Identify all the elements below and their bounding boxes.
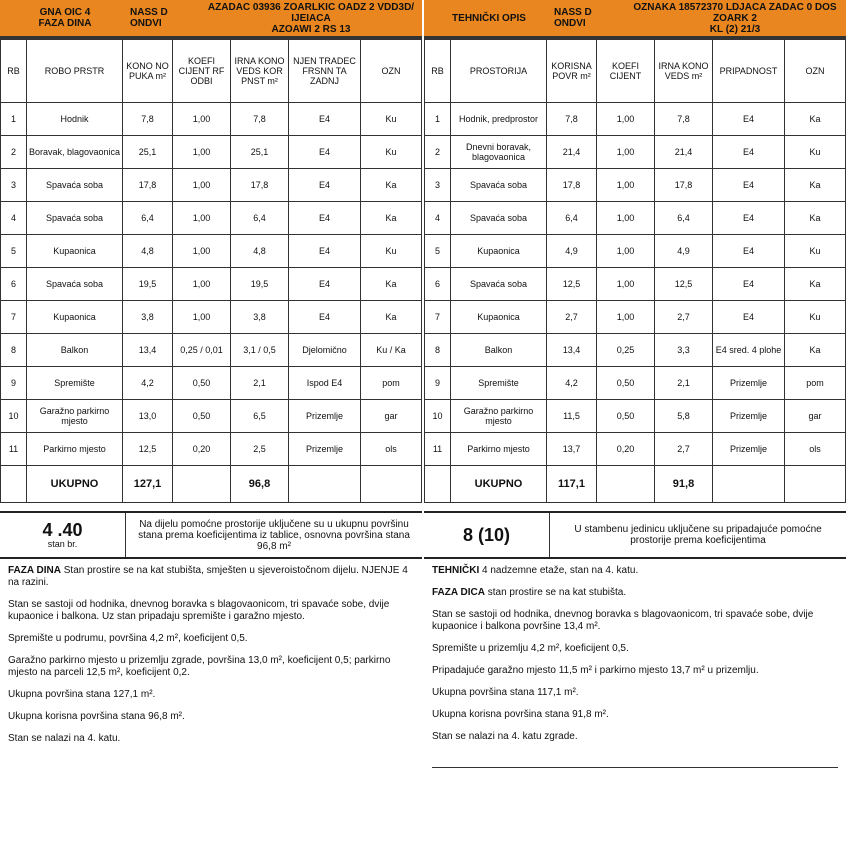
table-cell: 1,00 bbox=[173, 169, 231, 202]
table-cell: 5,8 bbox=[655, 400, 713, 433]
table-cell: 7 bbox=[1, 301, 27, 334]
table-cell: 7,8 bbox=[655, 103, 713, 136]
table-cell: Ku bbox=[785, 235, 846, 268]
table-cell: E4 bbox=[289, 268, 361, 301]
summary-number-box bbox=[0, 513, 126, 557]
sum-label: UKUPNO bbox=[451, 466, 547, 503]
table-cell: 11,5 bbox=[547, 400, 597, 433]
note-paragraph bbox=[432, 587, 838, 599]
note-paragraph bbox=[8, 599, 414, 623]
table-cell: 19,5 bbox=[231, 268, 289, 301]
note-text: Pripadajuće garažno mjesto 11,5 m² i parkirno mjesto 13,7 m² u prizemlju. bbox=[432, 665, 759, 676]
table-cell: 17,8 bbox=[123, 169, 173, 202]
summary-text: U stambenu jedinicu uključene su pripadajuće pomoćne prostorije prema koeficijentima bbox=[574, 524, 822, 546]
table-cell: gar bbox=[361, 400, 422, 433]
table-cell: 1,00 bbox=[173, 235, 231, 268]
table-cell: Balkon bbox=[451, 334, 547, 367]
header-label: GNA OIC 4 bbox=[39, 7, 91, 18]
table-cell: E4 bbox=[289, 301, 361, 334]
note-paragraph bbox=[8, 733, 414, 745]
table-cell: 9 bbox=[1, 367, 27, 400]
table-cell: 11 bbox=[1, 433, 27, 466]
table-cell: 4,2 bbox=[123, 367, 173, 400]
table-cell: 7,8 bbox=[547, 103, 597, 136]
table-cell: Parkirno mjesto bbox=[27, 433, 123, 466]
sum-area: 117,1 bbox=[547, 466, 597, 503]
table-cell: E4 bbox=[289, 235, 361, 268]
table-cell: 0,50 bbox=[597, 367, 655, 400]
table-row bbox=[425, 301, 846, 334]
table-row bbox=[1, 169, 422, 202]
table-cell: E4 bbox=[713, 235, 785, 268]
divider bbox=[432, 767, 838, 768]
summary-text: Na dijelu pomoćne prostorije uključene su u ukupnu površinu stana prema koeficijentima iz tablice, osnovna površina stana 96,8 m² bbox=[138, 518, 410, 552]
table-cell: 0,50 bbox=[597, 400, 655, 433]
table-cell: 0,20 bbox=[597, 433, 655, 466]
table-row bbox=[1, 268, 422, 301]
description-notes bbox=[424, 559, 846, 759]
note-text: Stan se sastoji od hodnika, dnevnog boravka s blagovaonicom, tri spavaće sobe, dvije kupaonice i balkona površine 13,4 m². bbox=[432, 609, 814, 632]
header-subtitle: KL (2) 21/3 bbox=[709, 23, 761, 35]
table-cell: Hodnik, predprostor bbox=[451, 103, 547, 136]
table-cell: 12,5 bbox=[547, 268, 597, 301]
column-header: KONO NO PUKA m² bbox=[123, 40, 173, 103]
table-cell: 2,5 bbox=[231, 433, 289, 466]
left-sheet bbox=[0, 0, 422, 863]
table-cell: 21,4 bbox=[547, 136, 597, 169]
note-text: Stan se sastoji od hodnika, dnevnog boravka s blagovaonicom, tri spavaće sobe, dvije kupaonice i balkona. Uz stan pripadaju spremište i garažno mjesto. bbox=[8, 599, 390, 622]
column-header: ROBO PRSTR bbox=[27, 40, 123, 103]
table-cell: 5 bbox=[425, 235, 451, 268]
table-sum-row bbox=[425, 466, 846, 503]
table-cell: 6,5 bbox=[231, 400, 289, 433]
table-cell: Prizemlje bbox=[713, 367, 785, 400]
table-cell: 0,25 bbox=[597, 334, 655, 367]
sheet-header bbox=[0, 0, 422, 39]
note-title: TEHNIČKI bbox=[432, 565, 480, 576]
table-cell: 6 bbox=[1, 268, 27, 301]
header-subtitle: AZOAWI 2 RS 13 bbox=[271, 23, 351, 35]
table-cell: E4 bbox=[289, 103, 361, 136]
table-cell: Ka bbox=[361, 202, 422, 235]
table-cell: pom bbox=[785, 367, 846, 400]
table-cell: Spavaća soba bbox=[27, 268, 123, 301]
table-cell: 25,1 bbox=[231, 136, 289, 169]
table-body bbox=[1, 103, 422, 466]
table-cell: 25,1 bbox=[123, 136, 173, 169]
note-title: FAZA DICA bbox=[432, 587, 485, 598]
table-cell: 19,5 bbox=[123, 268, 173, 301]
table-row bbox=[1, 334, 422, 367]
table-cell: 4 bbox=[1, 202, 27, 235]
table-cell: Dnevni boravak, blagovaonica bbox=[451, 136, 547, 169]
summary-number: 4 .40 bbox=[42, 520, 83, 540]
table-cell: Hodnik bbox=[27, 103, 123, 136]
table-cell: 2 bbox=[425, 136, 451, 169]
note-text: Spremište u prizemlju 4,2 m², koeficijent 0,5. bbox=[432, 643, 629, 654]
column-header: IRNA KONO VEDS KOR PNST m² bbox=[231, 40, 289, 103]
table-cell: 2,7 bbox=[655, 301, 713, 334]
table-cell: Boravak, blagovaonica bbox=[27, 136, 123, 169]
table-cell: Garažno parkirno mjesto bbox=[451, 400, 547, 433]
table-cell: 1,00 bbox=[597, 235, 655, 268]
table-cell: 4,9 bbox=[547, 235, 597, 268]
table-row bbox=[1, 235, 422, 268]
table-cell: 2,7 bbox=[547, 301, 597, 334]
table-row bbox=[1, 202, 422, 235]
table-cell: Ispod E4 bbox=[289, 367, 361, 400]
table-cell: Ka bbox=[361, 268, 422, 301]
table-cell: 1,00 bbox=[597, 136, 655, 169]
table-cell: Ku bbox=[361, 103, 422, 136]
table-row bbox=[425, 103, 846, 136]
table-cell: Ku / Ka bbox=[361, 334, 422, 367]
table-cell: Prizemlje bbox=[713, 400, 785, 433]
table-cell: Spavaća soba bbox=[451, 202, 547, 235]
right-sheet bbox=[424, 0, 846, 863]
table-cell: 3,1 / 0,5 bbox=[231, 334, 289, 367]
table-cell: 1,00 bbox=[173, 268, 231, 301]
table-cell: E4 bbox=[713, 169, 785, 202]
note-text: 4 nadzemne etaže, stan na 4. katu. bbox=[479, 565, 639, 576]
table-row bbox=[425, 202, 846, 235]
description-notes bbox=[0, 559, 422, 761]
column-header: PROSTORIJA bbox=[451, 40, 547, 103]
header-mid-block bbox=[130, 0, 200, 36]
table-cell: 10 bbox=[1, 400, 27, 433]
table-cell: Ku bbox=[785, 301, 846, 334]
table-cell: ols bbox=[785, 433, 846, 466]
table-cell: E4 bbox=[289, 169, 361, 202]
table-cell: E4 bbox=[289, 136, 361, 169]
table-cell: 17,8 bbox=[547, 169, 597, 202]
table-cell: Ka bbox=[785, 202, 846, 235]
note-paragraph bbox=[432, 709, 838, 721]
note-paragraph bbox=[8, 633, 414, 645]
summary-bar bbox=[0, 511, 422, 559]
note-paragraph bbox=[432, 643, 838, 655]
table-cell: 1,00 bbox=[173, 202, 231, 235]
table-cell: 6,4 bbox=[123, 202, 173, 235]
table-cell: 9 bbox=[425, 367, 451, 400]
table-header-row bbox=[1, 40, 422, 103]
table-cell: 13,4 bbox=[123, 334, 173, 367]
table-cell: 2,1 bbox=[655, 367, 713, 400]
table-cell: 4,2 bbox=[547, 367, 597, 400]
note-title: FAZA DINA bbox=[8, 565, 61, 576]
table-cell: E4 bbox=[713, 202, 785, 235]
table-cell: Spremište bbox=[451, 367, 547, 400]
table-cell: Ka bbox=[785, 169, 846, 202]
table-cell: 0,20 bbox=[173, 433, 231, 466]
table-cell: Prizemlje bbox=[289, 433, 361, 466]
table-cell: Prizemlje bbox=[713, 433, 785, 466]
table-row bbox=[1, 367, 422, 400]
note-paragraph bbox=[432, 687, 838, 699]
table-cell: 13,7 bbox=[547, 433, 597, 466]
note-paragraph bbox=[8, 565, 414, 589]
column-header: RB bbox=[425, 40, 451, 103]
table-cell: E4 bbox=[713, 268, 785, 301]
table-cell: 3,8 bbox=[123, 301, 173, 334]
table-cell: 3,3 bbox=[655, 334, 713, 367]
column-header: KOEFI CIJENT bbox=[597, 40, 655, 103]
table-cell: 4,8 bbox=[231, 235, 289, 268]
area-table bbox=[0, 39, 422, 503]
note-paragraph bbox=[8, 711, 414, 723]
header-mid-block bbox=[554, 0, 624, 36]
note-paragraph bbox=[432, 665, 838, 677]
table-cell: Kupaonica bbox=[27, 235, 123, 268]
table-cell: 1,00 bbox=[597, 202, 655, 235]
table-row bbox=[425, 136, 846, 169]
header-label: NASS D ONDVI bbox=[130, 7, 168, 29]
table-cell: Djelomično bbox=[289, 334, 361, 367]
header-title-block bbox=[200, 0, 422, 36]
table-cell: 5 bbox=[1, 235, 27, 268]
table-row bbox=[425, 433, 846, 466]
table-cell: 11 bbox=[425, 433, 451, 466]
table-cell: Kupaonica bbox=[451, 235, 547, 268]
table-cell: E4 sred. 4 plohe bbox=[713, 334, 785, 367]
note-text: Stan prostire se na kat stubišta, smješten u sjeveroistočnom dijelu. NJENJE 4 na razini. bbox=[8, 565, 408, 588]
note-paragraph bbox=[432, 609, 838, 633]
summary-caption: stan br. bbox=[47, 539, 78, 549]
column-header: IRNA KONO VEDS m² bbox=[655, 40, 713, 103]
table-cell: 10 bbox=[425, 400, 451, 433]
sum-area: 127,1 bbox=[123, 466, 173, 503]
table-cell: Ka bbox=[361, 301, 422, 334]
table-cell: 12,5 bbox=[123, 433, 173, 466]
column-header: NJEN TRADEC FRSNN TA ZADNJ bbox=[289, 40, 361, 103]
table-cell: 4,9 bbox=[655, 235, 713, 268]
table-cell: 2 bbox=[1, 136, 27, 169]
sum-net: 91,8 bbox=[655, 466, 713, 503]
table-cell: ols bbox=[361, 433, 422, 466]
table-cell: 2,7 bbox=[655, 433, 713, 466]
table-cell: Spavaća soba bbox=[27, 202, 123, 235]
table-cell: Prizemlje bbox=[289, 400, 361, 433]
table-cell: 12,5 bbox=[655, 268, 713, 301]
table-cell: gar bbox=[785, 400, 846, 433]
note-text: Ukupna korisna površina stana 96,8 m². bbox=[8, 711, 185, 722]
table-cell: pom bbox=[361, 367, 422, 400]
table-cell: 6,4 bbox=[231, 202, 289, 235]
table-cell: Ka bbox=[785, 268, 846, 301]
table-cell: 0,25 / 0,01 bbox=[173, 334, 231, 367]
header-left-block bbox=[424, 0, 554, 36]
table-cell: E4 bbox=[289, 202, 361, 235]
table-cell: 4 bbox=[425, 202, 451, 235]
table-cell: Parkirno mjesto bbox=[451, 433, 547, 466]
table-cell: 3,8 bbox=[231, 301, 289, 334]
header-left-block bbox=[0, 0, 130, 36]
summary-number: 8 (10) bbox=[462, 525, 511, 545]
table-cell: 4,8 bbox=[123, 235, 173, 268]
table-cell: 17,8 bbox=[231, 169, 289, 202]
table-body bbox=[425, 103, 846, 466]
table-cell: Kupaonica bbox=[451, 301, 547, 334]
column-header: PRIPADNOST bbox=[713, 40, 785, 103]
column-header: RB bbox=[1, 40, 27, 103]
table-row bbox=[425, 235, 846, 268]
table-cell: Ka bbox=[785, 334, 846, 367]
summary-bar bbox=[424, 511, 846, 559]
table-header-row bbox=[425, 40, 846, 103]
table-sum-row bbox=[1, 466, 422, 503]
table-row bbox=[425, 268, 846, 301]
table-cell: Spremište bbox=[27, 367, 123, 400]
table-cell: Ku bbox=[361, 136, 422, 169]
note-paragraph bbox=[432, 731, 838, 743]
table-cell: E4 bbox=[713, 136, 785, 169]
table-cell: E4 bbox=[713, 103, 785, 136]
table-cell: 6,4 bbox=[655, 202, 713, 235]
table-cell: Spavaća soba bbox=[451, 169, 547, 202]
table-cell: 13,0 bbox=[123, 400, 173, 433]
note-text: Stan se nalazi na 4. katu. bbox=[8, 733, 121, 744]
table-cell: 21,4 bbox=[655, 136, 713, 169]
table-cell: 3 bbox=[1, 169, 27, 202]
note-paragraph bbox=[432, 565, 838, 577]
table-cell: 0,50 bbox=[173, 400, 231, 433]
summary-number-box bbox=[424, 513, 550, 557]
table-cell: 0,50 bbox=[173, 367, 231, 400]
header-title: AZADAC 03936 ZOARLKIC OADZ 2 VDD3D/ IJEIACA bbox=[207, 1, 415, 24]
table-cell: 6,4 bbox=[547, 202, 597, 235]
table-row bbox=[425, 367, 846, 400]
column-header: KOEFI CIJENT RF ODBI bbox=[173, 40, 231, 103]
table-cell: 1,00 bbox=[597, 103, 655, 136]
note-paragraph bbox=[8, 655, 414, 679]
sum-label: UKUPNO bbox=[27, 466, 123, 503]
header-label: TEHNIČKI OPIS bbox=[452, 12, 526, 24]
table-cell: 1,00 bbox=[173, 103, 231, 136]
table-cell: 7,8 bbox=[231, 103, 289, 136]
sheet-header bbox=[424, 0, 846, 39]
table-row bbox=[425, 334, 846, 367]
table-row bbox=[425, 169, 846, 202]
table-cell: 1,00 bbox=[597, 268, 655, 301]
table-cell: Spavaća soba bbox=[451, 268, 547, 301]
note-text: Spremište u podrumu, površina 4,2 m², koeficijent 0,5. bbox=[8, 633, 248, 644]
note-paragraph bbox=[8, 689, 414, 701]
table-cell: 1 bbox=[425, 103, 451, 136]
note-text: stan prostire se na kat stubišta. bbox=[484, 587, 627, 598]
table-row bbox=[1, 301, 422, 334]
table-cell: 1,00 bbox=[597, 301, 655, 334]
column-header: OZN bbox=[785, 40, 846, 103]
column-header: OZN bbox=[361, 40, 422, 103]
table-cell: 7,8 bbox=[123, 103, 173, 136]
table-cell: 8 bbox=[425, 334, 451, 367]
table-cell: 7 bbox=[425, 301, 451, 334]
table-row bbox=[1, 400, 422, 433]
table-row bbox=[1, 433, 422, 466]
header-label: NASS D ONDVI bbox=[554, 7, 592, 29]
area-table bbox=[424, 39, 846, 503]
table-cell: Ku bbox=[785, 136, 846, 169]
note-text: Garažno parkirno mjesto u prizemlju zgrade, površina 13,0 m², koeficijent 0,5; parkirno mjesto na parceli 12,5 m², koeficijent 0,2. bbox=[8, 655, 391, 678]
note-text: Ukupna površina stana 127,1 m². bbox=[8, 689, 156, 700]
table-cell: 1 bbox=[1, 103, 27, 136]
note-text: Stan se nalazi na 4. katu zgrade. bbox=[432, 731, 578, 742]
header-label: FAZA DINA bbox=[38, 18, 92, 29]
table-cell: Ka bbox=[361, 169, 422, 202]
table-cell: 1,00 bbox=[597, 169, 655, 202]
table-row bbox=[1, 136, 422, 169]
table-row bbox=[425, 400, 846, 433]
table-cell: Ku bbox=[361, 235, 422, 268]
table-cell: Kupaonica bbox=[27, 301, 123, 334]
header-title-block bbox=[624, 0, 846, 36]
sum-net: 96,8 bbox=[231, 466, 289, 503]
table-cell: 6 bbox=[425, 268, 451, 301]
table-cell: Ka bbox=[785, 103, 846, 136]
table-cell: 13,4 bbox=[547, 334, 597, 367]
table-cell: E4 bbox=[713, 301, 785, 334]
note-text: Ukupna korisna površina stana 91,8 m². bbox=[432, 709, 609, 720]
table-row bbox=[1, 103, 422, 136]
table-cell: 1,00 bbox=[173, 301, 231, 334]
table-cell: Garažno parkirno mjesto bbox=[27, 400, 123, 433]
table-cell: 17,8 bbox=[655, 169, 713, 202]
table-cell: 1,00 bbox=[173, 136, 231, 169]
table-cell: 8 bbox=[1, 334, 27, 367]
header-title: OZNAKA 18572370 LDJACA ZADAC 0 DOS ZOARK 2 bbox=[633, 1, 837, 24]
table-cell: Balkon bbox=[27, 334, 123, 367]
note-text: Ukupna površina stana 117,1 m². bbox=[432, 687, 579, 698]
table-cell: 2,1 bbox=[231, 367, 289, 400]
table-cell: 3 bbox=[425, 169, 451, 202]
table-cell: Spavaća soba bbox=[27, 169, 123, 202]
column-header: KORISNA POVR m² bbox=[547, 40, 597, 103]
